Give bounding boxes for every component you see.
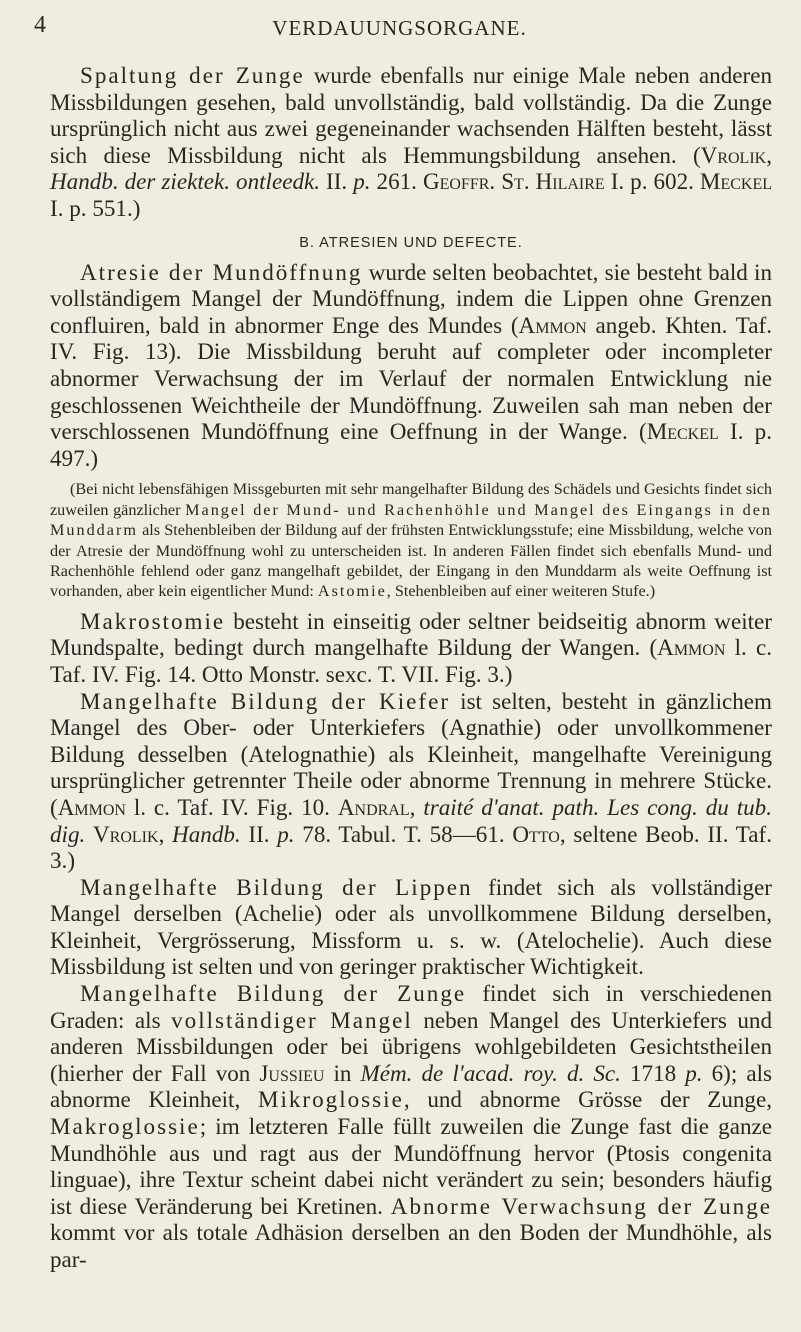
citation-title: Mém. de l'acad. roy. d. Sc. [360,1059,621,1086]
paragraph-makrostomie [50,608,772,688]
text: II. [320,168,354,195]
term-astomie: Astomie [317,582,387,601]
term-makroglossie: Makroglossie [50,1113,200,1140]
text: , [158,820,173,847]
text: kommt vor als totale Adhäsion derselben an den Boden der Mundhöhle, als par- [50,1219,772,1272]
citation-page-abbrev: p. [353,168,371,195]
page-number: 4 [34,12,46,38]
text: 6); als abnorme Kleinheit, [50,1059,772,1113]
text: wurde selten beobachtet, sie besteht bald in vollständigem Mangel der Mundöffnung, indem die Lippen ohne Grenzen confluiren, bald in abnormer Enge des Mundes ( [50,258,772,338]
text [85,821,93,847]
text: angeb. Khten. Taf. IV. Fig. 13). Die Missbildung beruht auf completer oder incompleter abnormer Verwachsung der im Verlauf der normalen Entwicklung nie geschlossenen Weichtheile der Mundöffnung. Zuweilen sah man neben der verschlossenen Mundöffnung eine Oeffnung in der Wange. ( [50,311,772,445]
running-head: VERDAUUNGSORGANE. [272,16,527,40]
citation-title: traité d'anat. path. Les cong. du tub. dig. [50,793,772,847]
text: in [324,1059,361,1086]
text: findet sich als vollständiger Mangel derselben (Achelie) oder als unvollkommene Bildung derselben, Kleinheit, Vergrösserung, Missform u. s. w. (Atelochelie). Auch diese Missbildung ist selten und von geringer praktischer Wichtigkeit. [50,873,772,980]
text: I. p. 497.) [50,418,772,471]
author-geoffroy-st-hilaire: Geoffr. St. Hilaire [422,168,605,195]
text: l. c. Taf. IV. Fig. 10. [125,793,338,820]
text: I. p. 551.) [50,194,141,221]
term-vollstaendiger-mangel: vollständiger Mangel [171,1006,413,1033]
author-ammon: Ammon [657,634,726,661]
page-body [50,62,772,1273]
text: besteht in einseitig oder seltner beidseitig abnorm weiter Mundspalte, bedingt durch mangelhafte Bildung der Wangen. ( [50,607,772,661]
paragraph-spaltung-der-zunge [50,62,772,222]
author-andral: Andral [337,793,410,820]
author-ammon: Ammon [518,311,587,338]
citation-title: Handb. der ziektek. ontleedk. [50,168,321,195]
note-paragraph-astomie [50,479,772,601]
paragraph-zunge [50,980,772,1273]
text: , seltene Beob. II. Taf. 3.) [50,820,773,874]
paragraph-lippen [50,874,772,980]
text: (Bei nicht lebensfähigen Missgeburten mit sehr mangelhafter Bildung des Schädels und Gesichts findet sich zuweilen gänzlicher [50,480,772,519]
text: wurde ebenfalls nur einige Male neben anderen Missbildungen gesehen, bald unvollständig, bald vollständig. Da die Zunge ursprünglich nicht aus zwei gegeneinander wachsenden Hälften besteht, lässt sich diese Missbildung nicht als Hemmungsbildung ansehen. ( [50,62,772,168]
text: , und abnorme Grösse der Zunge, [403,1086,772,1113]
author-meckel: Meckel [646,418,719,445]
text: 1718 [620,1059,686,1086]
term-atresie-der-mundoeffnung: Atresie der Mundöffnung [80,258,363,285]
author-meckel: Meckel [699,168,773,195]
paragraph-kiefer [50,688,772,874]
author-vrolik: Vrolik [93,820,159,847]
text: , [409,793,424,820]
text: ist selten, besteht in gänzlichem Mangel des Ober- oder Unterkiefers (Agnathie) oder unvollkommener Bildung desselben (Atelognathie) als Kleinheit, mangelhafte Vereinigung ursprünglicher getrennter Theile oder abnorme Trennung in mehrere Stücke. ( [50,687,773,820]
text: 261. [370,168,423,195]
text: neben Mangel des Unterkiefers und anderen Missbildungen oder bei übrigens wohlgebildeten Gesichtstheilen (hierher der Fall von [50,1006,772,1086]
author-ammon: Ammon [57,793,126,820]
page-header [34,12,765,46]
text: , Stehenbleiben auf einer weiteren Stufe.) [386,582,656,601]
text: als Stehenbleiben der Bildung auf der frühsten Entwicklungsstufe; eine Missbildung, welche von der Atresie der Mundöffnung wohl zu unterscheiden ist. In anderen Fällen findet sich ebenfalls Mund- und Rachenhöhle fehlend oder ganz mangelhaft gebildet, der Eingang in den Munddarm als weite Oeffnung ist vorhanden, aber kein eigentlicher Mund: [50,521,772,601]
term-mangelhafte-bildung-der-lippen: Mangelhafte Bildung der Lippen [80,873,473,900]
term-mangelhafte-bildung-der-zunge: Mangelhafte Bildung der Zunge [80,980,467,1007]
term-mikroglossie: Mikroglossie [257,1086,404,1113]
author-jussieu: Jussieu [259,1059,325,1086]
text: ; im letzteren Falle füllt zuweilen die Zunge fast die ganze Mundhöhle aus und ragt aus der Mundöffnung hervor (Ptosis congenita linguae), ihre Textur scheint dabei nicht verändert zu sein; besonders häufig ist diese Veränderung bei Kretinen. [50,1113,772,1219]
text: findet sich in verschiedenen Graden: als [50,980,772,1033]
citation-page-abbrev: p. [277,820,295,847]
term-abnorme-verwachsung-der-zunge: Abnorme Verwachsung der Zunge [390,1192,772,1219]
text: , [766,141,772,168]
author-vrolik: Vrolik [700,141,767,168]
text: II. [240,820,278,847]
author-otto: Otto [512,820,560,847]
text: l. c. Taf. IV. Fig. 14. Otto Monstr. sexc. T. VII. Fig. 3.) [50,634,772,687]
text: 78. Tabul. T. 58—61. [294,820,513,847]
term-spaltung-der-zunge: Spaltung der Zunge [80,62,305,88]
paragraph-atresie-der-mundoeffnung [50,259,772,472]
section-heading-atresien: B. ATRESIEN UND DEFECTE. [299,234,523,251]
citation-page-abbrev: p. [685,1059,703,1086]
text: I. p. 602. [604,168,700,195]
term-makrostomie: Makrostomie [80,607,226,634]
term-mangelhafte-bildung-der-kiefer: Mangelhafte Bildung der Kiefer [80,687,451,714]
term-mangel-der-mundhoehle: Mangel der Mund- und Rachenhöhle und Mangel des Eingangs in den Munddarm [50,500,772,540]
citation-title: Handb. [172,820,241,847]
